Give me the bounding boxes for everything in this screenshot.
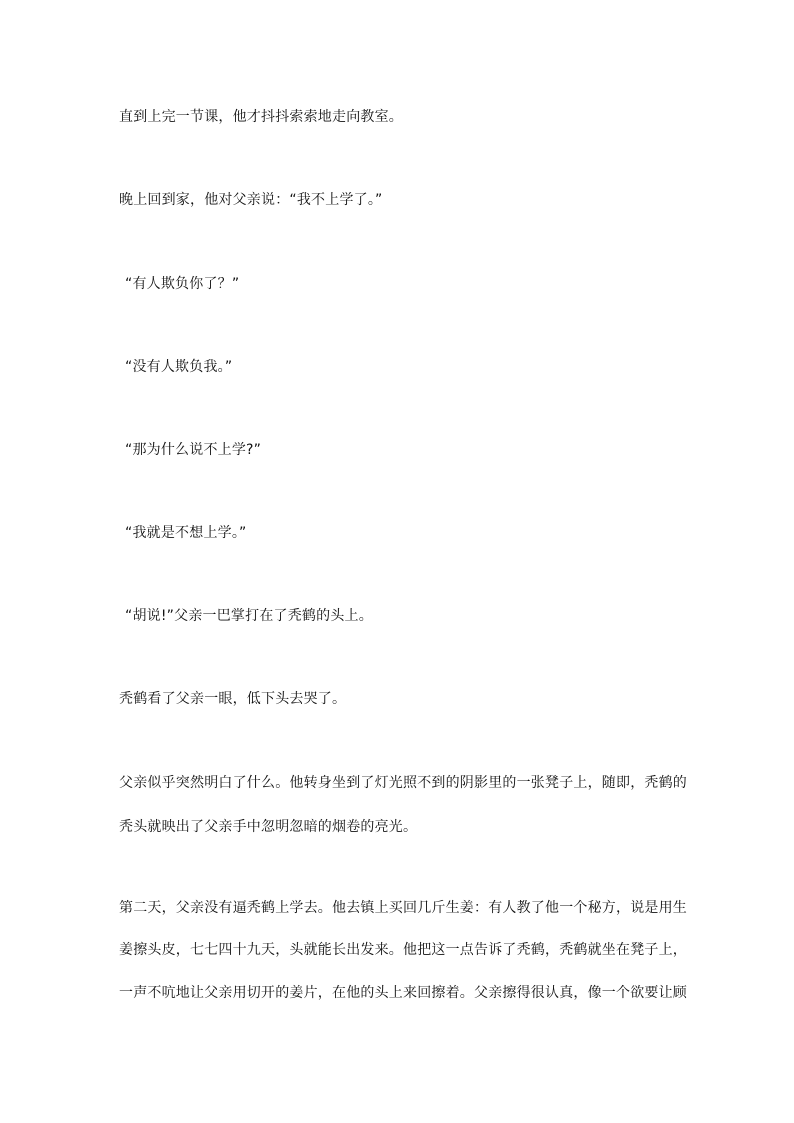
text-line: 一声不吭地让父亲用切开的姜片，在他的头上来回擦着。父亲擦得很认真，像一个欲要让顾 (119, 985, 687, 1001)
text-line: “那为什么说不上学?” (125, 442, 262, 458)
text-line: “没有人欺负我。” (125, 359, 233, 375)
text-line: 秃鹤看了父亲一眼，低下头去哭了。 (119, 691, 347, 707)
text-line: 晚上回到家，他对父亲说：“我不上学了。” (119, 192, 383, 208)
text-line: “胡说!”父亲一巴掌打在了秃鹤的头上。 (125, 608, 373, 624)
text-line: “我就是不想上学。” (125, 525, 247, 541)
text-line: 父亲似乎突然明白了什么。他转身坐到了灯光照不到的阴影里的一张凳子上，随即，秃鹤的 (119, 775, 687, 791)
text-line: “有人欺负你了？” (125, 276, 240, 292)
text-line: 姜擦头皮，七七四十九天，头就能长出发来。他把这一点告诉了秃鹤，秃鹤就坐在凳子上， (119, 942, 687, 958)
text-line: 直到上完一节课，他才抖抖索索地走向教室。 (119, 109, 403, 125)
text-line: 秃头就映出了父亲手中忽明忽暗的烟卷的亮光。 (119, 819, 418, 835)
text-line: 第二天，父亲没有逼秃鹤上学去。他去镇上买回几斤生姜：有人教了他一个秘方，说是用生 (119, 900, 687, 916)
